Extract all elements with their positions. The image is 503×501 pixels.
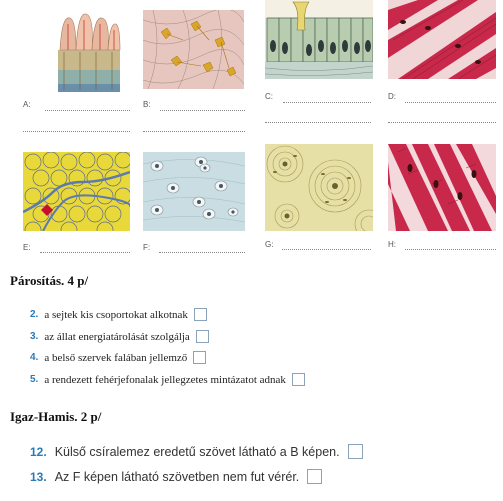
- truefalse-title: Igaz-Hamis. 2 p/: [10, 409, 102, 424]
- item-text: a rendezett fehérjefonalak jellegzetes mintázatot adnak: [44, 373, 286, 386]
- answer-line-b[interactable]: [160, 110, 245, 111]
- answer-checkbox[interactable]: [292, 373, 305, 386]
- answer-line-c-2[interactable]: [265, 122, 371, 123]
- item-number: 12.: [30, 444, 47, 459]
- matching-item-4: [30, 351, 206, 364]
- striated-muscle-image: [388, 0, 496, 79]
- answer-line-e[interactable]: [40, 252, 130, 253]
- answer-line-d-2[interactable]: [388, 122, 496, 123]
- truefalse-item-13: [30, 469, 322, 484]
- matching-item-2: [30, 308, 207, 321]
- answer-checkbox[interactable]: [193, 351, 206, 364]
- answer-checkbox[interactable]: [196, 330, 209, 343]
- truefalse-item-12: [30, 444, 363, 459]
- image-label-h: H:: [388, 240, 396, 249]
- cardiac-muscle-image: [388, 144, 496, 231]
- item-number: 2.: [30, 309, 39, 320]
- image-label-e: E:: [23, 243, 31, 252]
- image-label-a: A:: [23, 100, 31, 109]
- item-text: a belső szervek falában jellemző: [44, 351, 188, 364]
- item-text: az állat energiatárolását szolgálja: [44, 330, 190, 343]
- cartilage-image: [143, 152, 245, 231]
- nerve-tissue-image: [143, 10, 244, 89]
- answer-line-a[interactable]: [45, 110, 130, 111]
- columnar-epithelium-image: [265, 0, 373, 79]
- item-text: Külső csíralemez eredetű szövet látható a B képen.: [54, 444, 340, 459]
- image-label-c: C:: [265, 92, 273, 101]
- answer-checkbox[interactable]: [194, 308, 207, 321]
- item-number: 5.: [30, 374, 39, 385]
- item-number: 3.: [30, 331, 39, 342]
- matching-item-3: [30, 330, 209, 343]
- answer-line-d[interactable]: [405, 102, 496, 103]
- answer-line-a-2[interactable]: [23, 131, 130, 132]
- epithelium-villi-image: [50, 10, 128, 96]
- answer-line-h[interactable]: [405, 249, 496, 250]
- item-number: 13.: [30, 469, 47, 484]
- answer-checkbox[interactable]: [307, 469, 322, 484]
- matching-item-5: [30, 373, 305, 386]
- item-text: Az F képen látható szövetben nem fut vérér.: [54, 469, 300, 484]
- answer-checkbox[interactable]: [348, 444, 363, 459]
- bone-tissue-image: [265, 144, 373, 231]
- image-label-b: B:: [143, 100, 151, 109]
- adipose-tissue-image: [23, 152, 130, 231]
- image-label-g: G:: [265, 240, 274, 249]
- image-label-f: F:: [143, 243, 151, 252]
- answer-line-c[interactable]: [283, 102, 371, 103]
- answer-line-g[interactable]: [282, 249, 371, 250]
- item-number: 4.: [30, 352, 39, 363]
- image-label-d: D:: [388, 92, 396, 101]
- item-text: a sejtek kis csoportokat alkotnak: [44, 308, 188, 321]
- answer-line-b-2[interactable]: [143, 131, 245, 132]
- matching-title: Párosítás. 4 p/: [10, 273, 89, 288]
- answer-line-f[interactable]: [159, 252, 245, 253]
